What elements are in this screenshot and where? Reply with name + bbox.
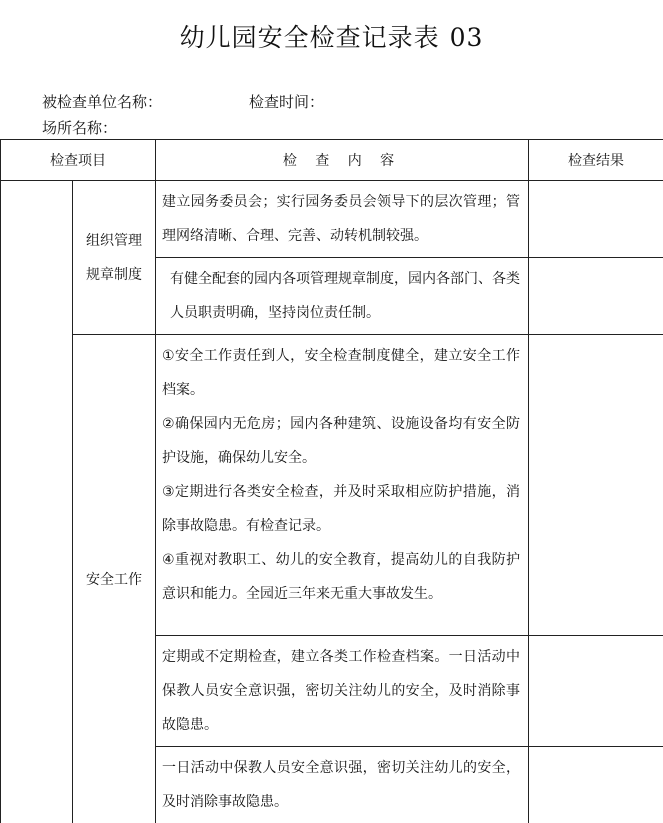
content-cell: 一日活动中保教人员安全意识强，密切关注幼儿的安全，及时消除事故隐患。 <box>156 747 529 823</box>
page-title <box>0 18 663 54</box>
table-header-row <box>1 140 663 181</box>
result-cell[interactable] <box>529 335 663 636</box>
list-item: ③定期进行各类安全检查，并及时采取相应防护措施，消除事故隐患。有检查记录。 <box>162 475 520 543</box>
result-cell[interactable] <box>529 747 663 823</box>
content-cell: 建立园务委员会；实行园务委员会领导下的层次管理；管理网络清晰、合理、完善、动转机制较强。 <box>156 181 529 258</box>
content-cell: 定期或不定期检查，建立各类工作检查档案。一日活动中保教人员安全意识强，密切关注幼儿的安全，及时消除事故隐患。 <box>156 636 529 747</box>
list-item: ①安全工作责任到人，安全检查制度健全，建立安全工作档案。 <box>162 339 520 407</box>
inspection-table <box>0 139 663 823</box>
header-content <box>156 140 529 181</box>
result-cell[interactable] <box>529 258 663 335</box>
header-item: 检查项目 <box>1 140 156 181</box>
inspection-time-label: 检查时间： <box>249 91 324 112</box>
header-result: 检查结果 <box>529 140 663 181</box>
blank-left-cell <box>1 181 73 823</box>
result-cell[interactable] <box>529 636 663 747</box>
list-item: ④重视对教职工、幼儿的安全教育，提高幼儿的自我防护意识和能力。全园近三年来无重大事故发生。 <box>162 543 520 611</box>
title-text: 幼儿园安全检查记录表 <box>180 23 440 52</box>
category-org-management <box>73 181 156 335</box>
category-line2: 规章制度 <box>73 258 155 292</box>
header-content-text: 检 查 内 容 <box>283 153 401 169</box>
category-safety-work: 安全工作 <box>73 335 156 823</box>
category-line1: 组织管理 <box>73 224 155 258</box>
content-cell: 有健全配套的园内各项管理规章制度，园内各部门、各类人员职责明确，坚持岗位责任制。 <box>156 258 529 335</box>
table-row <box>1 335 663 636</box>
content-cell <box>156 335 529 636</box>
result-cell[interactable] <box>529 181 663 258</box>
table-row <box>1 181 663 258</box>
title-number: 03 <box>450 23 484 52</box>
list-item: ②确保园内无危房；园内各种建筑、设施设备均有安全防护设施，确保幼儿安全。 <box>162 407 520 475</box>
inspected-unit-label: 被检查单位名称： <box>42 91 162 112</box>
place-name-label: 场所名称： <box>42 117 117 138</box>
